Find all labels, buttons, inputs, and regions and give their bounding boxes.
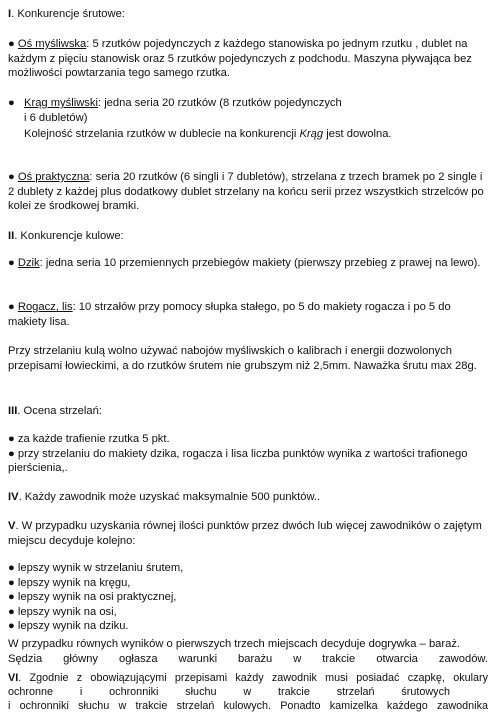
- section-5-heading: [8, 519, 488, 548]
- item-text-line3a: Kolejność strzelania rzutków w dublecie na konkurencji: [24, 128, 300, 141]
- item-text: : 10 strzałów przy pomocy słupka stałego, po 5 do makiety rogacza i po 5 do makiety lisa.: [8, 301, 451, 328]
- section-2-item-dzik: [8, 256, 488, 271]
- tiebreak-line-2: Sędzia główny ogłasza warunki barażu w trakcie otwarcia zawodów.: [8, 652, 488, 665]
- item-text-krag-italic: Krąg: [299, 128, 324, 141]
- section-3-heading: [8, 404, 488, 419]
- section-5-number: V: [8, 520, 16, 532]
- item-text: : seria 20 rzutków (6 singli i 7 dubletów), strzelana z trzech bramek po 2 single i 2 dublety z każdej plus dodatkowy dublet strzelany na końcu serii przez wszystkich strzelców po kolei ze środkowej bramki.: [8, 171, 484, 213]
- list-item: ● lepszy wynik na osi praktycznej,: [8, 591, 177, 604]
- item-text-line3b: jest dowolna.: [323, 128, 392, 141]
- section-5-tiebreak-paragraph: [8, 637, 488, 666]
- term-dzik: Dzik: [17, 257, 40, 269]
- section-1-title: . Konkurencje śrutowe:: [11, 8, 125, 20]
- term-os-mysliwska: Oś myśliwska: [17, 38, 87, 50]
- section-1-number: I: [8, 8, 12, 20]
- list-item: ● lepszy wynik w strzelaniu śrutem,: [8, 562, 184, 574]
- item-text-line3: [24, 127, 488, 142]
- section-2-heading: [8, 229, 488, 244]
- section-1-item-krag-mysliwski: [8, 96, 488, 142]
- section-4-number: IV: [8, 491, 19, 503]
- section-3-scoring: [8, 432, 488, 476]
- term-rogacz-lis: Rogacz, lis: [17, 301, 73, 313]
- scoring-line-2: ● przy strzelaniu do makiety dzika, rogacza i lisa liczba punktów wynika z wartości trafionego pierścienia,.: [8, 447, 468, 475]
- section-2-item-rogacz-lis: [8, 300, 488, 329]
- item-text: : 5 rzutków pojedynczych z każdego stanowiska po jednym rzutku , dublet na każdym z pięciu stanowisk oraz 5 rzutków pojedynczych z podchodu. Maszyna pływająca bez możliwości powtarzania tego samego rzutka.: [8, 38, 472, 80]
- bullet: ●: [8, 257, 15, 269]
- bullet: ●: [8, 97, 15, 109]
- bullet: ●: [8, 38, 15, 50]
- list-item: ● lepszy wynik na kręgu,: [8, 576, 131, 589]
- section-6-line-1-text: . Zgodnie z obowiązującymi przepisami każdy zawodnik musi posiadać czapkę, okulary: [18, 672, 488, 684]
- item-text-line2: i 6 dubletów): [24, 111, 88, 124]
- paragraph-text: Przy strzelaniu kulą wolno używać nabojów myśliwskich o kalibrach i energii dozwolonych przepisami łowieckimi, a do rzutków śrutem nie grubszym niż 2,5mm. Naważka śrutu max 28g.: [8, 345, 477, 372]
- section-6-line-3: i ochronniki słuchu w trakcie strzelań kulowych. Ponadto kamizelka każdego zawodnika: [8, 700, 488, 712]
- term-krag-mysliwski: Krąg myśliwski: [24, 97, 98, 109]
- section-1-heading: [8, 7, 488, 22]
- section-1-item-os-mysliwska: [8, 37, 488, 81]
- item-text: : jedna seria 10 przemiennych przebiegów makiety (pierwszy przebieg z prawej na lewo).: [39, 257, 481, 269]
- section-3-title: . Ocena strzelań:: [17, 405, 102, 417]
- tiebreak-line-1: W przypadku równych wyników o pierwszych trzech miejscach decyduje dogrywka – baraż.: [8, 638, 461, 650]
- section-1-item-os-praktyczna: [8, 170, 488, 214]
- section-4: [8, 490, 488, 505]
- section-2-ammunition-paragraph: [8, 344, 488, 373]
- section-5-criteria-list: [8, 561, 488, 634]
- section-6-line-2: ochronne i ochronniki słuchu w trakcie strzelań śrutowych: [8, 686, 450, 698]
- section-6-number: VI: [8, 672, 19, 684]
- term-os-praktyczna: Oś praktyczna: [17, 171, 90, 183]
- section-4-text: . Każdy zawodnik może uzyskać maksymalnie 500 punktów..: [18, 491, 321, 503]
- section-6: [8, 671, 488, 713]
- list-item: ● lepszy wynik na osi,: [8, 605, 117, 618]
- bullet: ●: [8, 301, 15, 313]
- section-2-number: II: [8, 230, 15, 242]
- bullet: ●: [8, 171, 15, 183]
- section-2-title: . Konkurencje kulowe:: [14, 230, 124, 242]
- section-6-line-1: [8, 671, 488, 685]
- section-5-text: . W przypadku uzyskania równej ilości punktów przez dwóch lub więcej zawodników o zajętym miejscu decyduje kolejno:: [8, 520, 482, 547]
- item-text-line1: : jedna seria 20 rzutków (8 rzutków pojedynczych: [97, 97, 342, 109]
- section-3-number: III: [8, 405, 18, 417]
- scoring-line-1: ● za każde trafienie rzutka 5 pkt.: [8, 433, 170, 445]
- list-item: ● lepszy wynik na dziku.: [8, 620, 129, 633]
